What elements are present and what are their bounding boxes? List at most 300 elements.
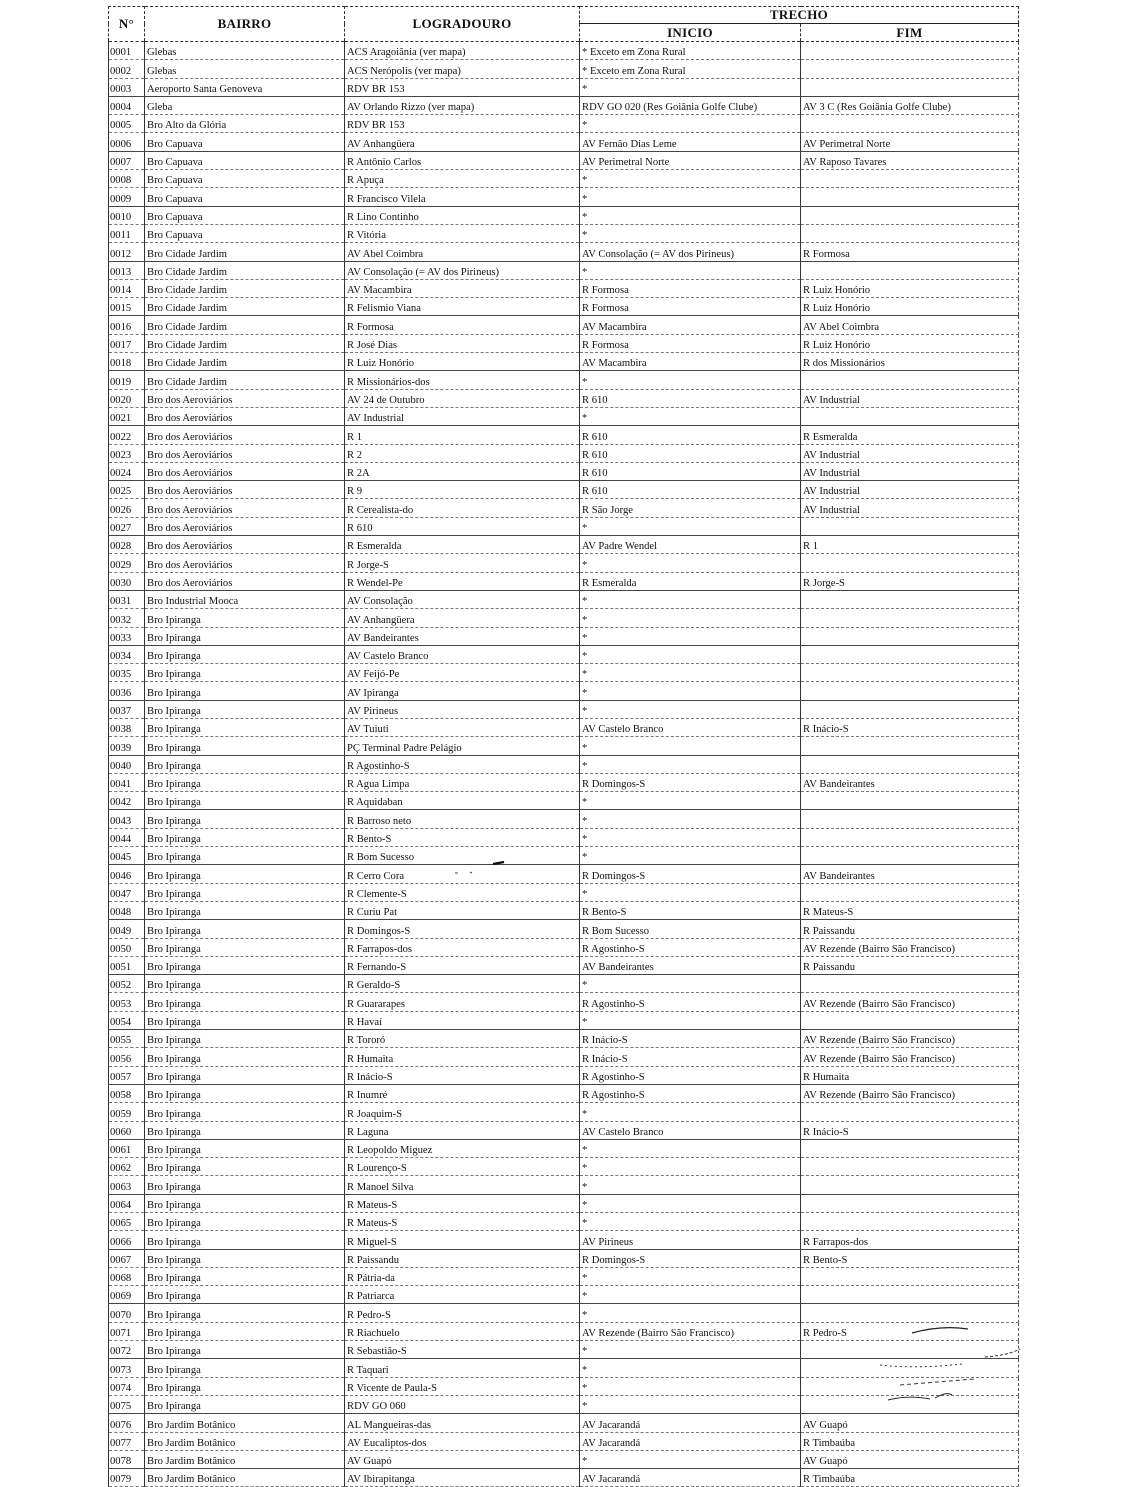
row-fim [801,810,1019,828]
row-inicio: * [580,700,801,718]
row-logradouro: AV Castelo Branco [345,645,580,663]
row-bairro: Bro Ipiranga [145,1359,345,1377]
row-num: 0059 [109,1103,145,1121]
table-row [109,554,1019,572]
row-logradouro: AV Anhangüera [345,609,580,627]
row-fim [801,627,1019,645]
table-row [109,993,1019,1011]
row-bairro: Bro Ipiranga [145,847,345,865]
row-bairro: Bro Ipiranga [145,645,345,663]
row-fim [801,1213,1019,1231]
row-inicio: * [580,1176,801,1194]
row-logradouro: R Geraldo-S [345,975,580,993]
row-bairro: Bro Ipiranga [145,792,345,810]
table-row [109,847,1019,865]
table-row [109,920,1019,938]
row-num: 0044 [109,828,145,846]
row-bairro: Bro Cidade Jardim [145,243,345,261]
row-inicio: R 610 [580,426,801,444]
table-row [109,1121,1019,1139]
row-fim: AV Rezende (Bairro São Francisco) [801,1048,1019,1066]
row-inicio: AV Jacarandá [580,1469,801,1487]
row-logradouro: R Luiz Honório [345,353,580,371]
row-fim: AV Guapó [801,1414,1019,1432]
row-inicio: R 610 [580,444,801,462]
row-logradouro: AV Orlando Rizzo (ver mapa) [345,96,580,114]
row-bairro: Bro Jardim Botânico [145,1469,345,1487]
row-num: 0008 [109,170,145,188]
row-inicio: * [580,1139,801,1157]
row-bairro: Bro Ipiranga [145,828,345,846]
row-num: 0016 [109,316,145,334]
row-fim [801,1286,1019,1304]
row-logradouro: R Leopoldo Miguez [345,1139,580,1157]
row-logradouro: R Havaí [345,1011,580,1029]
row-logradouro: ACS Nerópolis (ver mapa) [345,60,580,78]
header-num: N° [109,7,145,42]
row-fim [801,78,1019,96]
header-trecho: TRECHO [580,7,1019,24]
row-num: 0028 [109,536,145,554]
row-num: 0074 [109,1377,145,1395]
row-num: 0019 [109,371,145,389]
row-logradouro: R 2A [345,462,580,480]
table-row [109,1395,1019,1413]
row-num: 0045 [109,847,145,865]
row-inicio: * [580,170,801,188]
row-fim [801,1158,1019,1176]
row-inicio: AV Jacarandá [580,1414,801,1432]
row-num: 0034 [109,645,145,663]
row-fim: AV Guapó [801,1450,1019,1468]
row-num: 0062 [109,1158,145,1176]
row-logradouro: AV Pirineus [345,700,580,718]
table-row [109,1267,1019,1285]
row-fim: AV Rezende (Bairro São Francisco) [801,938,1019,956]
row-num: 0027 [109,517,145,535]
table-row [109,188,1019,206]
row-bairro: Bro Cidade Jardim [145,279,345,297]
table-row [109,151,1019,169]
row-num: 0065 [109,1213,145,1231]
table-row [109,133,1019,151]
row-bairro: Bro Ipiranga [145,737,345,755]
row-num: 0048 [109,901,145,919]
table-row [109,462,1019,480]
table-row [109,1194,1019,1212]
row-num: 0070 [109,1304,145,1322]
row-fim: R Formosa [801,243,1019,261]
row-num: 0023 [109,444,145,462]
row-fim [801,517,1019,535]
row-logradouro: R Joaquim-S [345,1103,580,1121]
row-logradouro: R Cerealista-do [345,499,580,517]
table-row [109,627,1019,645]
row-num: 0072 [109,1341,145,1359]
table-row [109,536,1019,554]
table-row [109,1432,1019,1450]
row-logradouro: R Miguel-S [345,1231,580,1249]
row-fim [801,1359,1019,1377]
row-bairro: Bro Ipiranga [145,773,345,791]
row-bairro: Glebas [145,60,345,78]
table-row [109,901,1019,919]
row-bairro: Bro Cidade Jardim [145,298,345,316]
row-bairro: Bro Ipiranga [145,1231,345,1249]
table-row [109,261,1019,279]
row-logradouro: R Riachuelo [345,1322,580,1340]
row-num: 0055 [109,1030,145,1048]
table-row [109,883,1019,901]
row-inicio: * [580,78,801,96]
row-logradouro: R Barroso neto [345,810,580,828]
row-inicio: R Domingos-S [580,773,801,791]
row-num: 0030 [109,572,145,590]
table-row [109,773,1019,791]
row-logradouro: R Pátria-da [345,1267,580,1285]
table-row [109,1322,1019,1340]
row-num: 0022 [109,426,145,444]
row-fim [801,1304,1019,1322]
table-row [109,700,1019,718]
header-logradouro: LOGRADOURO [345,7,580,42]
row-num: 0057 [109,1066,145,1084]
row-fim [801,42,1019,60]
row-logradouro: R Francisco Vilela [345,188,580,206]
table-row [109,426,1019,444]
table-row [109,243,1019,261]
row-bairro: Bro dos Aeroviários [145,389,345,407]
row-inicio: R Agostinho-S [580,1084,801,1102]
row-inicio: R 610 [580,389,801,407]
row-bairro: Bro Ipiranga [145,1011,345,1029]
table-row [109,1450,1019,1468]
row-logradouro: R Vicente de Paula-S [345,1377,580,1395]
row-bairro: Bro Ipiranga [145,1103,345,1121]
row-bairro: Bro Ipiranga [145,755,345,773]
row-fim: AV 3 C (Res Goiânia Golfe Clube) [801,96,1019,114]
row-logradouro: AV Macambira [345,279,580,297]
row-fim [801,609,1019,627]
row-fim [801,554,1019,572]
row-logradouro: R Missionários-dos [345,371,580,389]
row-inicio: * [580,1359,801,1377]
row-logradouro: R 1 [345,426,580,444]
row-fim: AV Industrial [801,444,1019,462]
row-fim: R Timbaúba [801,1469,1019,1487]
row-inicio: * [580,883,801,901]
row-fim: R Luiz Honório [801,279,1019,297]
row-logradouro: R Farrapos-dos [345,938,580,956]
row-logradouro: R Esmeralda [345,536,580,554]
row-logradouro: R Paissandu [345,1249,580,1267]
row-fim [801,188,1019,206]
table-row [109,737,1019,755]
row-fim: AV Rezende (Bairro São Francisco) [801,1030,1019,1048]
row-fim [801,60,1019,78]
row-bairro: Bro dos Aeroviários [145,517,345,535]
row-inicio: R Agostinho-S [580,938,801,956]
row-logradouro: R Patriarca [345,1286,580,1304]
row-bairro: Bro Capuava [145,188,345,206]
row-fim: R Timbaúba [801,1432,1019,1450]
row-fim: R Farrapos-dos [801,1231,1019,1249]
row-logradouro: R Mateus-S [345,1213,580,1231]
row-inicio: * [580,828,801,846]
row-num: 0042 [109,792,145,810]
row-bairro: Bro Ipiranga [145,993,345,1011]
row-fim [801,261,1019,279]
header-inicio: INICIO [580,24,801,42]
row-fim [801,1395,1019,1413]
row-bairro: Bro Capuava [145,170,345,188]
table-row [109,389,1019,407]
table-header [109,7,1019,42]
row-bairro: Bro Ipiranga [145,1066,345,1084]
row-logradouro: R 610 [345,517,580,535]
row-logradouro: R 2 [345,444,580,462]
row-bairro: Bro Ipiranga [145,1322,345,1340]
row-logradouro: R Lino Continho [345,206,580,224]
row-inicio: R Formosa [580,279,801,297]
row-bairro: Bro Ipiranga [145,975,345,993]
row-logradouro: R Agostinho-S [345,755,580,773]
row-num: 0079 [109,1469,145,1487]
row-inicio: * [580,407,801,425]
table-row [109,1213,1019,1231]
row-num: 0006 [109,133,145,151]
row-fim [801,1341,1019,1359]
row-bairro: Bro dos Aeroviários [145,536,345,554]
row-logradouro: R Humaita [345,1048,580,1066]
row-logradouro: AV Bandeirantes [345,627,580,645]
row-inicio: * [580,206,801,224]
row-inicio: * [580,645,801,663]
row-bairro: Bro dos Aeroviários [145,426,345,444]
row-inicio: * [580,590,801,608]
row-bairro: Bro Ipiranga [145,1194,345,1212]
row-fim: AV Rezende (Bairro São Francisco) [801,1084,1019,1102]
row-bairro: Bro Ipiranga [145,920,345,938]
row-inicio: AV Consolação (= AV dos Pirineus) [580,243,801,261]
row-num: 0011 [109,224,145,242]
table-row [109,938,1019,956]
row-num: 0078 [109,1450,145,1468]
row-num: 0025 [109,481,145,499]
row-num: 0024 [109,462,145,480]
row-bairro: Bro Ipiranga [145,1048,345,1066]
table-row [109,1176,1019,1194]
row-num: 0031 [109,590,145,608]
row-fim [801,792,1019,810]
row-inicio: * [580,1286,801,1304]
table-row [109,60,1019,78]
row-inicio: * [580,609,801,627]
row-bairro: Bro Ipiranga [145,1304,345,1322]
row-inicio: * [580,517,801,535]
row-inicio: RDV GO 020 (Res Goiânia Golfe Clube) [580,96,801,114]
row-bairro: Bro Ipiranga [145,1158,345,1176]
row-logradouro: AV Abel Coimbra [345,243,580,261]
row-inicio: * [580,371,801,389]
row-fim [801,828,1019,846]
row-num: 0058 [109,1084,145,1102]
row-fim: R 1 [801,536,1019,554]
row-fim [801,700,1019,718]
table-row [109,481,1019,499]
row-bairro: Bro Alto da Glória [145,115,345,133]
row-bairro: Bro Cidade Jardim [145,371,345,389]
row-fim: R Paissandu [801,956,1019,974]
row-bairro: Bro Ipiranga [145,627,345,645]
row-bairro: Bro Ipiranga [145,1084,345,1102]
table-row [109,96,1019,114]
row-fim [801,206,1019,224]
row-bairro: Bro dos Aeroviários [145,572,345,590]
table-row [109,718,1019,736]
row-logradouro: AV Guapó [345,1450,580,1468]
table-row [109,828,1019,846]
row-num: 0067 [109,1249,145,1267]
row-inicio: * [580,1194,801,1212]
row-fim [801,224,1019,242]
row-inicio: * Exceto em Zona Rural [580,60,801,78]
row-fim: R Inácio-S [801,1121,1019,1139]
row-bairro: Bro Ipiranga [145,1121,345,1139]
row-bairro: Bro Cidade Jardim [145,334,345,352]
row-inicio: R Formosa [580,298,801,316]
row-inicio: * [580,755,801,773]
row-logradouro: R Tororó [345,1030,580,1048]
row-bairro: Bro Ipiranga [145,682,345,700]
row-logradouro: AV Feijó-Pe [345,664,580,682]
row-fim [801,682,1019,700]
row-logradouro: R José Dias [345,334,580,352]
row-fim [801,1139,1019,1157]
row-bairro: Bro Ipiranga [145,1341,345,1359]
row-logradouro: R Apuça [345,170,580,188]
table-row [109,42,1019,60]
row-logradouro: R Domingos-S [345,920,580,938]
row-logradouro: R Bom Sucesso [345,847,580,865]
row-num: 0073 [109,1359,145,1377]
row-inicio: * [580,188,801,206]
row-logradouro: AV Consolação [345,590,580,608]
row-logradouro: R Formosa [345,316,580,334]
row-inicio: * [580,1450,801,1468]
street-table [108,6,1019,1487]
row-bairro: Bro Capuava [145,133,345,151]
table-row [109,1011,1019,1029]
row-bairro: Bro dos Aeroviários [145,444,345,462]
row-num: 0038 [109,718,145,736]
row-inicio: R Inácio-S [580,1048,801,1066]
row-logradouro: RDV GO 060 [345,1395,580,1413]
row-fim [801,1194,1019,1212]
table-row [109,1377,1019,1395]
row-bairro: Bro Ipiranga [145,865,345,883]
table-row [109,1103,1019,1121]
table-row [109,1158,1019,1176]
row-logradouro: R Agua Limpa [345,773,580,791]
row-num: 0014 [109,279,145,297]
table-row [109,170,1019,188]
row-bairro: Bro Ipiranga [145,883,345,901]
row-bairro: Bro dos Aeroviários [145,462,345,480]
row-bairro: Bro Capuava [145,206,345,224]
table-row [109,224,1019,242]
row-inicio: * [580,1341,801,1359]
row-fim: R Paissandu [801,920,1019,938]
row-logradouro: R Antônio Carlos [345,151,580,169]
table-row [109,407,1019,425]
row-num: 0077 [109,1432,145,1450]
row-num: 0040 [109,755,145,773]
row-fim: R Esmeralda [801,426,1019,444]
row-logradouro: R Clemente-S [345,883,580,901]
row-num: 0003 [109,78,145,96]
row-bairro: Bro Ipiranga [145,1286,345,1304]
header-bairro: BAIRRO [145,7,345,42]
row-logradouro: R 9 [345,481,580,499]
row-inicio: AV Bandeirantes [580,956,801,974]
row-fim [801,1011,1019,1029]
row-bairro: Bro dos Aeroviários [145,481,345,499]
row-fim: R Inácio-S [801,718,1019,736]
table-row [109,1048,1019,1066]
row-fim: AV Rezende (Bairro São Francisco) [801,993,1019,1011]
row-fim: R Luiz Honório [801,334,1019,352]
row-num: 0043 [109,810,145,828]
row-fim [801,975,1019,993]
table-row [109,1066,1019,1084]
row-bairro: Bro Industrial Mooca [145,590,345,608]
table-row [109,334,1019,352]
row-inicio: R Formosa [580,334,801,352]
row-fim: AV Perimetral Norte [801,133,1019,151]
row-fim: R Mateus-S [801,901,1019,919]
row-num: 0050 [109,938,145,956]
row-bairro: Bro Ipiranga [145,1176,345,1194]
row-logradouro: R Pedro-S [345,1304,580,1322]
row-bairro: Bro Ipiranga [145,1267,345,1285]
row-bairro: Bro Ipiranga [145,1213,345,1231]
row-logradouro: R Fernando-S [345,956,580,974]
row-fim: AV Abel Coimbra [801,316,1019,334]
row-logradouro: AV Ipiranga [345,682,580,700]
row-num: 0046 [109,865,145,883]
row-num: 0004 [109,96,145,114]
table-row [109,371,1019,389]
row-inicio: AV Macambira [580,316,801,334]
row-logradouro: R Taquari [345,1359,580,1377]
row-fim: R dos Missionários [801,353,1019,371]
row-logradouro: AV 24 de Outubro [345,389,580,407]
row-num: 0026 [109,499,145,517]
row-inicio: R Bom Sucesso [580,920,801,938]
table-row [109,792,1019,810]
row-num: 0001 [109,42,145,60]
row-inicio: * [580,224,801,242]
row-bairro: Bro Ipiranga [145,664,345,682]
row-inicio: * [580,792,801,810]
row-fim: R Pedro-S [801,1322,1019,1340]
row-logradouro: AV Consolação (= AV dos Pirineus) [345,261,580,279]
row-inicio: * [580,1158,801,1176]
row-inicio: * [580,847,801,865]
row-bairro: Bro Capuava [145,151,345,169]
row-num: 0021 [109,407,145,425]
